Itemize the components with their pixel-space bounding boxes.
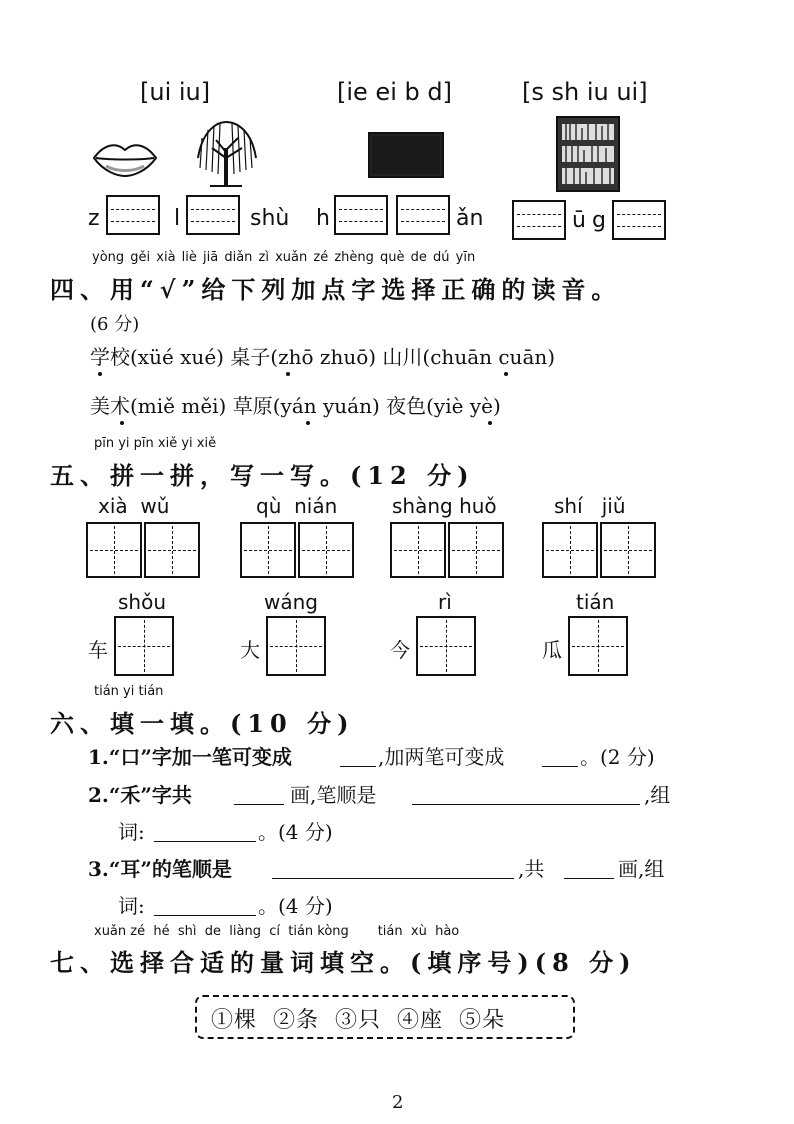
char-gua: 瓜 [542,638,562,662]
q2-text-c: ,组 [644,783,671,807]
writing-grid[interactable] [568,616,628,676]
bracket-ui-iu: [ui iu] [140,78,211,106]
pinyin-shang-huo: shàng huǒ [392,494,497,518]
pinyin-shou: shǒu [118,590,167,614]
section5-pinyin: pīn yi pīn xiě yi xiě [94,436,217,451]
syllable-shu: shù [250,206,290,231]
lips-icon [92,138,158,178]
pinyin-ri: rì [438,590,452,614]
char-che: 车 [88,638,108,662]
section6-pinyin: tián yi tián [94,684,164,699]
pinyin-qu-nian: qù nián [256,494,338,518]
willow-tree-icon [190,118,262,188]
bookshelf-icon [556,116,620,192]
writing-grid[interactable] [600,522,656,578]
section5-heading: 五、拼一拼，写一写。(12 分) [50,461,475,490]
writing-grid[interactable] [416,616,476,676]
q3-text-d: 词: [118,894,145,918]
section7-pinyin: xuǎn zé hé shì de liàng cí tián kòng tián xù hào [94,924,460,939]
section4-line1: 学校(xüé xué) 桌子(zhō zhuō) 山川(chuān cuān) [90,345,556,369]
writing-grid[interactable] [266,616,326,676]
section4-score: (6 分) [90,314,140,335]
letter-u: ū [572,208,586,233]
q2-text-d: 词: [118,820,145,844]
q3-text-a: 3.“耳”的笔顺是 [88,857,232,881]
page-number: 2 [392,1092,404,1113]
measure-word-options: ①棵 ②条 ③只 ④座 ⑤朵 [211,1008,505,1033]
section7-heading: 七、选择合适的量词填空。(填序号)(8 分) [50,948,637,977]
q2-text-b: 画,笔顺是 [290,783,377,807]
section6-heading: 六、填一填。(10 分) [50,709,355,738]
q3-text-e: 。(4 分) [258,894,333,918]
pinyin-xia-wu: xià wǔ [98,494,170,518]
letter-g: g [592,208,606,233]
char-jin: 今 [390,638,410,662]
answer-box[interactable] [396,195,450,235]
char-da: 大 [240,638,260,662]
pinyin-shi-jiu: shí jiǔ [554,494,626,518]
writing-grid[interactable] [448,522,504,578]
q3-text-b: ,共 [518,857,545,881]
answer-blank[interactable] [154,915,256,916]
answer-box[interactable] [186,195,240,235]
q1-text-b: ,加两笔可变成 [378,745,505,769]
answer-blank[interactable] [340,766,376,767]
q2-text-a: 2.“禾”字共 [88,783,192,807]
section4-heading: 四、用“√”给下列加点字选择正确的读音。 [50,275,622,304]
q1-text-a: 1.“口”字加一笔可变成 [88,745,292,769]
letter-h: h [316,206,330,231]
writing-grid[interactable] [298,522,354,578]
answer-box[interactable] [334,195,388,235]
letter-z: z [88,206,100,231]
section4-line2: 美术(miě měi) 草原(yán yuán) 夜色(yiè yè) [90,394,501,418]
q2-text-e: 。(4 分) [258,820,333,844]
answer-blank[interactable] [542,766,578,767]
measure-word-options-box [195,995,575,1039]
letter-l: l [174,206,181,231]
answer-box[interactable] [512,200,566,240]
writing-grid[interactable] [542,522,598,578]
bracket-ie-ei-b-d: [ie ei b d] [337,78,452,106]
writing-grid[interactable] [114,616,174,676]
q1-text-c: 。(2 分) [580,745,655,769]
answer-box[interactable] [106,195,160,235]
answer-blank[interactable] [234,804,284,805]
section4-pinyin: yòng gěi xià liè jiā diǎn zì xuǎn zé zhèng què de dú yīn [92,250,476,265]
syllable-an: ǎn [456,206,484,231]
q3-text-c: 画,组 [618,857,665,881]
pinyin-wang: wáng [264,590,318,614]
bracket-s-sh-iu-ui: [s sh iu ui] [522,78,648,106]
answer-box[interactable] [612,200,666,240]
writing-grid[interactable] [390,522,446,578]
answer-blank[interactable] [564,878,614,879]
answer-blank[interactable] [272,878,514,879]
writing-grid[interactable] [86,522,142,578]
answer-blank[interactable] [412,804,640,805]
blackboard-icon [368,132,444,178]
writing-grid[interactable] [144,522,200,578]
writing-grid[interactable] [240,522,296,578]
answer-blank[interactable] [154,841,256,842]
pinyin-tian: tián [576,590,615,614]
